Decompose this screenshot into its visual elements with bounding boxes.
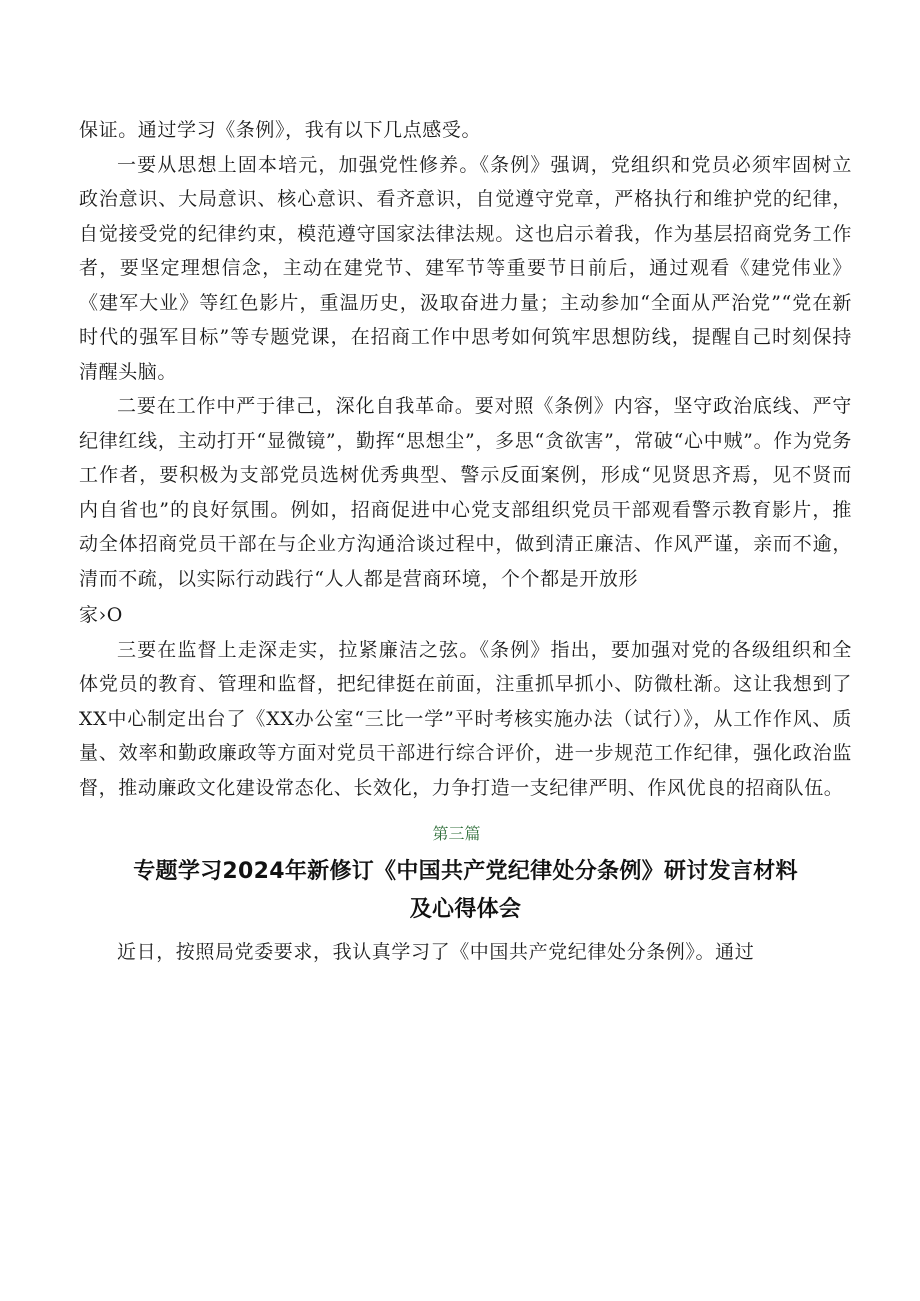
paragraph-opening: 近日，按照局党委要求，我认真学习了《中国共产党纪律处分条例》。通过 <box>117 941 755 963</box>
paragraph-intro-tail: 保证。通过学习《条例》，我有以下几点感受。 <box>79 119 482 141</box>
document-title <box>79 853 852 929</box>
section-label: 第三篇 <box>432 824 481 843</box>
document-title-line-1: 专题学习2024年新修订《中国共产党纪律处分条例》研讨发言材料 <box>133 859 798 884</box>
paragraph-point-two: 二要在工作中严于律己，深化自我革命。要对照《条例》内容，坚守政治底线、严守纪律红线，主动打开“显微镜”，勤挥“思想尘”，多思“贪欲害”，常破“心中贼”。作为党务工作者，要积极为支部党员选树优秀典型、警示反面案例，形成“见贤思齐焉，见不贤而内自省也”的良好氛围。例如，招商促进中心党支部组织党员干部观看警示教育影片，推动全体招商党员干部在与企业方沟通洽谈过程中，做到清正廉洁、作风严谨，亲而不逾，清而不疏，以实际行动践行“人人都是营商环境，个个都是开放形 <box>79 395 852 590</box>
paragraph-point-one: 一要从思想上固本培元，加强党性修养。《条例》强调，党组织和党员必须牢固树立政治意识、大局意识、核心意识、看齐意识，自觉遵守党章，严格执行和维护党的纪律，自觉接受党的纪律约束，模范遵守国家法律法规。这也启示着我，作为基层招商党务工作者，要坚定理想信念，主动在建党节、建军节等重要节日前后，通过观看《建党伟业》《建军大业》等红色影片，重温历史，汲取奋进力量；主动参加“全面从严治党”“党在新时代的强军目标”等专题党课，在招商工作中思考如何筑牢思想防线，提醒自己时刻保持清醒头脑。 <box>79 153 852 383</box>
document-title-line-2: 及心得体会 <box>409 897 522 922</box>
paragraph-fragment: 家›O <box>79 604 123 626</box>
paragraph-point-three: 三要在监督上走深走实，拉紧廉洁之弦。《条例》指出，要加强对党的各级组织和全体党员的教育、管理和监督，把纪律挺在前面，注重抓早抓小、防微杜渐。这让我想到了XX中心制定出台了《XX办公室“三比一学”平时考核实施办法（试行）》，从工作作风、质量、效率和勤政廉政等方面对党员干部进行综合评价，进一步规范工作纪律，强化政治监督，推动廉政文化建设常态化、长效化，力争打造一支纪律严明、作风优良的招商队伍。 <box>79 638 852 799</box>
